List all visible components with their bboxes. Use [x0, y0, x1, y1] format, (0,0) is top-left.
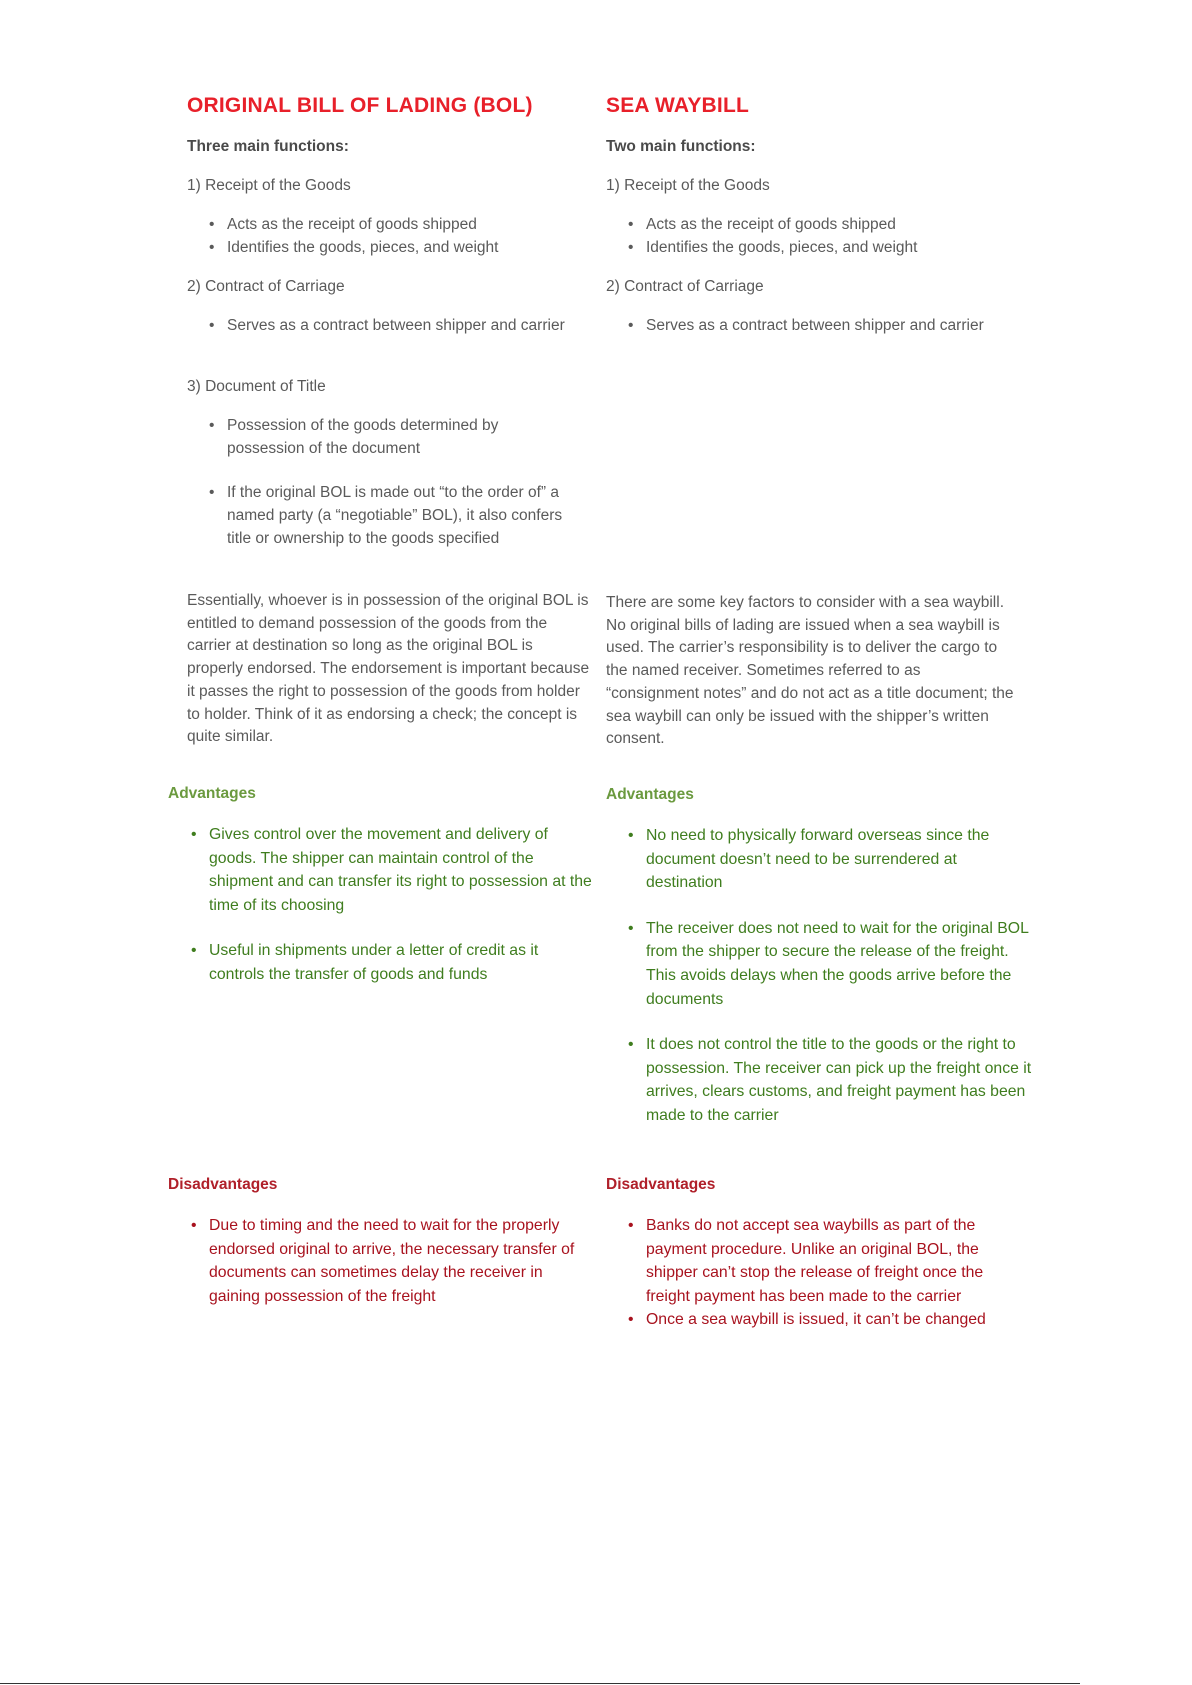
bol-function-1-list — [207, 214, 577, 259]
sea-waybill-advantages-list — [626, 824, 1036, 1128]
sea-waybill-function-2: 2) Contract of Carriage — [606, 278, 764, 295]
sea-waybill-function-2-list — [626, 315, 996, 338]
sea-waybill-paragraph: There are some key factors to consider with a sea waybill. No original bills of lading are issued when a sea waybill is used. The carrier’s responsibility is to deliver the cargo to the named receiver. Sometimes referred to as “consignment notes” and do not act as a title document; the sea waybill can only be issued with the shipper’s written consent. — [606, 594, 1014, 748]
list-item: • Serves as a contract between shipper and carrier — [628, 317, 984, 334]
list-item: • Due to timing and the need to wait for the properly endorsed original to arrive, the necessary transfer of documents can sometimes delay the receiver in gaining possession of the freight — [191, 1217, 575, 1305]
list-item: • It does not control the title to the goods or the right to possession. The receiver can pick up the freight once it arrives, clears customs, and freight payment has been made to the carrier — [628, 1036, 1032, 1124]
list-item: • Identifies the goods, pieces, and weight — [628, 238, 918, 256]
bol-function-2: 2) Contract of Carriage — [187, 278, 345, 295]
bol-function-3-list — [207, 415, 577, 551]
bol-function-1: 1) Receipt of the Goods — [187, 177, 351, 194]
list-item: • No need to physically forward overseas since the document doesn’t need to be surrendered at destination — [628, 827, 990, 892]
bol-paragraph: Essentially, whoever is in possession of the original BOL is entitled to demand possession of the goods from the carrier at destination so long as the original BOL is properly endorsed. The endorsement is important because it passes the right to possession of the goods from holder to holder. Think of it as endorsing a check; the concept is quite similar. — [187, 592, 590, 746]
sea-waybill-advantages-heading: Advantages — [606, 786, 694, 803]
sea-waybill-title: SEA WAYBILL — [606, 94, 749, 117]
list-item: • Serves as a contract between shipper and carrier — [209, 317, 565, 334]
list-item: • Acts as the receipt of goods shipped — [628, 216, 896, 233]
list-item: • Once a sea waybill is issued, it can’t be changed — [628, 1311, 986, 1329]
list-item: • If the original BOL is made out “to the order of” a named party (a “negotiable” BOL), it also confers title or ownership to the goods specified — [209, 484, 563, 547]
bol-advantages-heading: Advantages — [168, 785, 256, 802]
list-item: • Useful in shipments under a letter of credit as it controls the transfer of goods and funds — [191, 942, 539, 983]
page-bottom-rule — [0, 1683, 1080, 1684]
bol-disadvantages-list — [189, 1214, 579, 1308]
bol-disadvantages-heading: Disadvantages — [168, 1176, 278, 1193]
sea-waybill-disadvantages-list — [626, 1214, 1006, 1332]
list-item: • Identifies the goods, pieces, and weight — [209, 238, 499, 256]
sea-waybill-disadvantages-heading: Disadvantages — [606, 1176, 716, 1193]
list-item: • The receiver does not need to wait for the original BOL from the shipper to secure the release of the freight. This avoids delays when the goods arrive before the documents — [628, 919, 1029, 1008]
bol-function-3: 3) Document of Title — [187, 378, 326, 395]
sea-waybill-function-1: 1) Receipt of the Goods — [606, 177, 770, 194]
list-item: • Banks do not accept sea waybills as part of the payment procedure. Unlike an original BOL, the shipper can’t stop the release of freight once the freight payment has been made to the carrier — [628, 1217, 984, 1305]
list-item: • Possession of the goods determined by possession of the document — [209, 417, 499, 457]
list-item: • Gives control over the movement and delivery of goods. The shipper can maintain control of the shipment and can transfer its right to possession at the time of its choosing — [191, 826, 592, 914]
bol-function-2-list — [207, 315, 577, 338]
bol-title: ORIGINAL BILL OF LADING (BOL) — [187, 94, 533, 117]
bol-functions-heading: Three main functions: — [187, 138, 349, 155]
sea-waybill-function-1-list — [626, 214, 1006, 259]
list-item: • Acts as the receipt of goods shipped — [209, 216, 477, 233]
sea-waybill-functions-heading: Two main functions: — [606, 138, 756, 155]
bol-advantages-list — [189, 823, 594, 987]
